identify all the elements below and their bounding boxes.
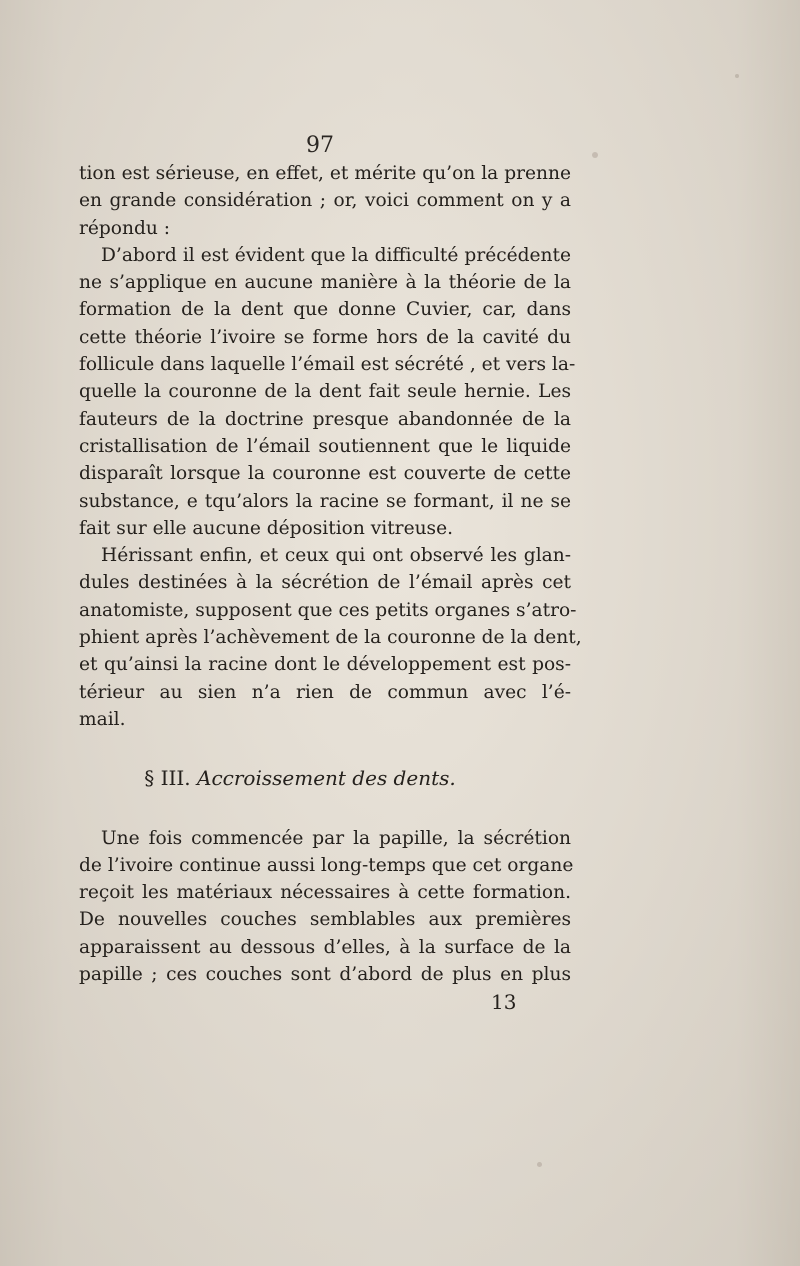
text-line: et qu’ainsi la racine dont le développement est pos- bbox=[79, 654, 571, 676]
spacer bbox=[79, 793, 571, 825]
text-line: tion est sérieuse, en effet, et mérite qu’on la prenne bbox=[79, 163, 571, 184]
text-line: de l’ivoire continue aussi long-temps que cet organe bbox=[79, 854, 574, 876]
text-line: fauteurs de la doctrine presque abandonnée de la bbox=[79, 408, 571, 430]
text-line: disparaît lorsque la couronne est couverte de cette bbox=[79, 463, 571, 485]
text-line: fait sur elle aucune déposition vitreuse. bbox=[79, 517, 453, 539]
text-line: follicule dans laquelle l’émail est sécrété , et vers la- bbox=[79, 354, 576, 376]
text-line: papille ; ces couches sont d’abord de plus en plus bbox=[79, 964, 571, 986]
signature-mark: 13 bbox=[491, 990, 517, 1014]
text-line: substance, e tqu’alors la racine se formant, il ne se bbox=[79, 490, 571, 512]
spacer bbox=[79, 733, 571, 765]
text-line: D’abord il est évident que la difficulté précédente bbox=[101, 244, 571, 266]
text-line: en grande considération ; or, voici comment on y a bbox=[79, 190, 571, 212]
body-text bbox=[79, 160, 582, 988]
text-line: Hérissant enfin, et ceux qui ont observé les glan- bbox=[101, 545, 571, 567]
text-line: dules destinées à la sécrétion de l’émail après cet bbox=[79, 572, 571, 594]
section-heading bbox=[29, 765, 571, 792]
text-line: quelle la couronne de la dent fait seule hernie. Les bbox=[79, 381, 571, 403]
section-title: Accroissement des dents. bbox=[197, 766, 456, 791]
text-line: formation de la dent que donne Cuvier, car, dans bbox=[79, 299, 571, 321]
text-line: térieur au sien n’a rien de commun avec l’é- bbox=[79, 681, 571, 703]
text-line: De nouvelles couches semblables aux premières bbox=[79, 909, 571, 931]
text-line: reçoit les matériaux nécessaires à cette formation. bbox=[79, 882, 571, 904]
text-line: cristallisation de l’émail soutiennent que le liquide bbox=[79, 435, 571, 457]
text-line: ne s’applique en aucune manière à la théorie de la bbox=[79, 272, 571, 294]
paper-stain bbox=[537, 1162, 542, 1167]
text-line: cette théorie l’ivoire se forme hors de la cavité du bbox=[79, 326, 571, 348]
text-line: apparaissent au dessous d’elles, à la surface de la bbox=[79, 936, 571, 958]
section-number: § III. bbox=[144, 766, 191, 791]
paper-stain bbox=[735, 74, 739, 78]
text-line: répondu : bbox=[79, 217, 171, 239]
text-line: Une fois commencée par la papille, la sécrétion bbox=[101, 827, 571, 849]
page-number: 97 bbox=[306, 133, 334, 158]
text-line: mail. bbox=[79, 708, 126, 730]
text-line: anatomiste, supposent que ces petits organes s’atro- bbox=[79, 599, 577, 621]
text-line: phient après l’achèvement de la couronne de la dent, bbox=[79, 627, 582, 649]
